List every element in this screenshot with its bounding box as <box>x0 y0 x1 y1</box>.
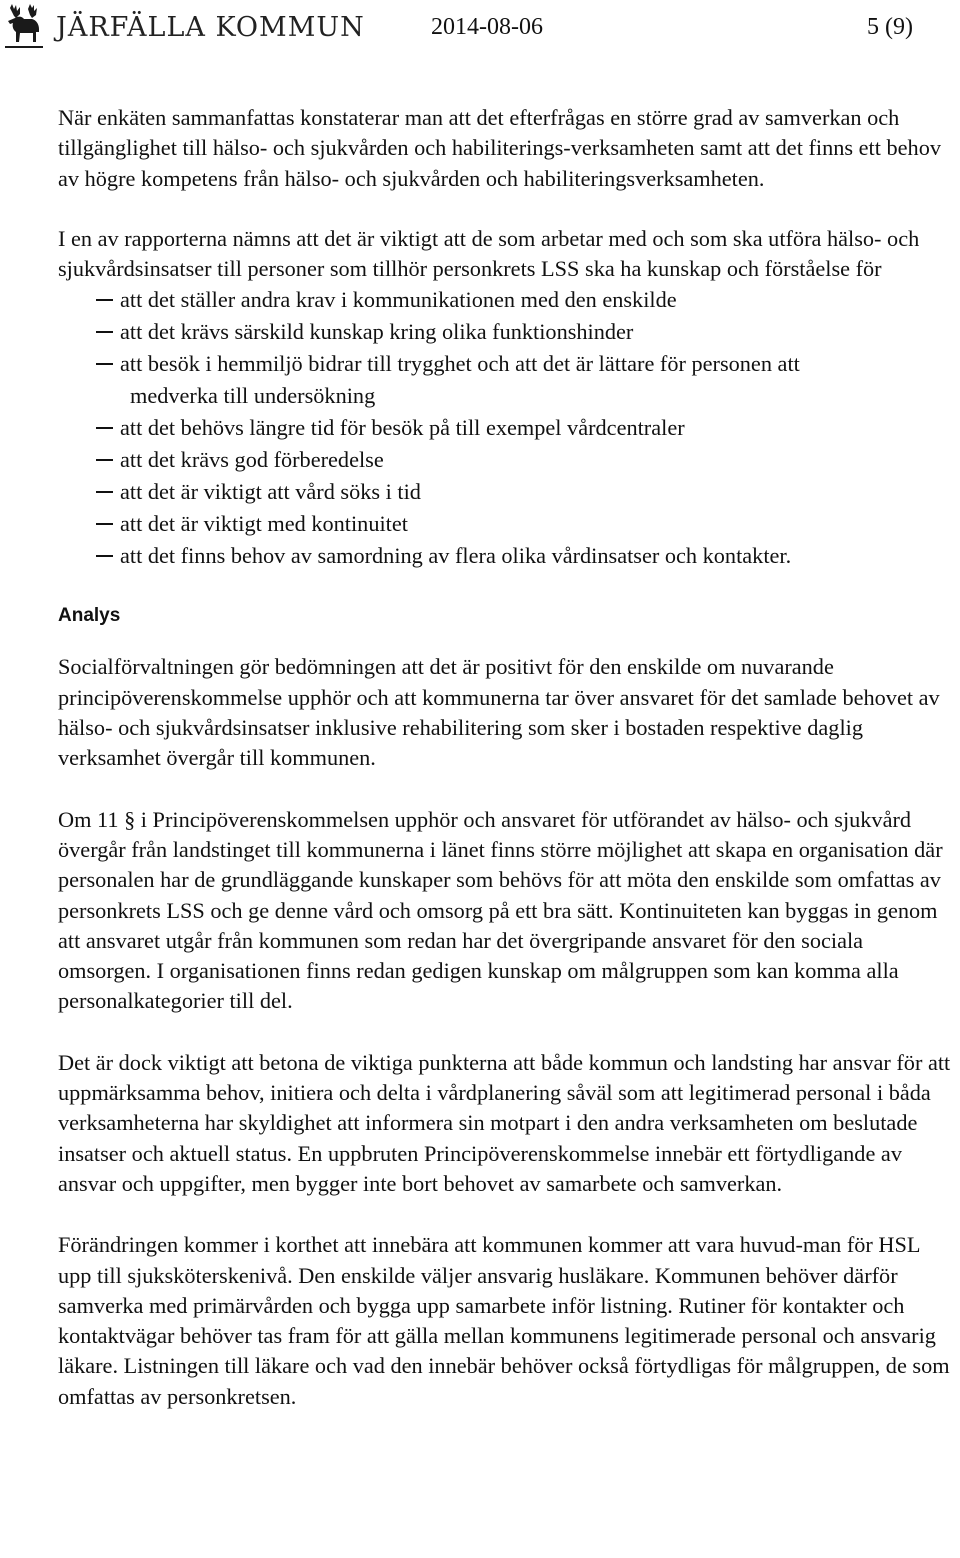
list-item <box>58 540 958 572</box>
list-item-text: att det krävs god förberedelse <box>120 447 384 473</box>
dash-bullet <box>96 331 113 333</box>
report-paragraph: I en av rapporterna nämns att det är viktigt att de som arbetar med och som ska utföra hälso- och sjukvårdsinsatser till personer som tillhör personkrets LSS ska ha kunskap och förståelse för <box>58 225 920 282</box>
dash-bullet <box>96 427 113 429</box>
document-body <box>58 103 958 1443</box>
analysis-paragraph: Förändringen kommer i korthet att innebära att kommunen kommer att vara huvud-man för HSL upp till sjuksköterskenivå. Den enskilde väljer ansvarig husläkare. Kommunen behöver därför samverka med primärvården och bygga upp samarbete inför listning. Rutiner för kontakter och kontaktvägar behöver tas fram för att gälla mellan kommunens legitimerade personal och ansvarig läkare. Listningen till läkare och vad den innebär behöver också förtydligas för målgruppen, de som omfattas av personkretsen. <box>58 1232 950 1409</box>
list-item-text: att besök i hemmiljö bidrar till trygghet och att det är lättare för personen att <box>120 351 800 377</box>
list-item <box>58 316 958 348</box>
intro-paragraph: När enkäten sammanfattas konstaterar man att det efterfrågas en större grad av samverkan och tillgänglighet till hälso- och sjukvården och habiliterings-verksamheten samt att det finns ett behov av högre kompetens från hälso- och sjukvården och habiliteringsverksamheten. <box>58 105 941 191</box>
dash-bullet <box>96 363 113 365</box>
analysis-paragraph: Socialförvaltningen gör bedömningen att det är positivt för den enskilde om nuvarande principöverenskommelse upphör och att kommunerna tar över ansvaret för det samlade behovet av hälso- och sjukvårdsinsatser inklusive rehabilitering som sker i bostaden respektive daglig verksamhet övergår till kommunen. <box>58 654 940 771</box>
list-item-text: att det är viktigt med kontinuitet <box>120 511 408 537</box>
list-item <box>58 284 958 316</box>
analysis-paragraph: Om 11 § i Principöverenskommelsen upphör och ansvaret för utförandet av hälso- och sjukvård övergår från landstinget till kommunerna i länet finns större möjlighet att skapa en organisation där personalen har de grundläggande kunskaper som behövs för att möta den enskilde som omfattas av personkrets LSS och ge denne vård och omsorg på ett bra sätt. Kontinuiteten kan byggas in genom att ansvaret utgår från kommunen som redan har det övergripande ansvaret för den sociala omsorgen. I organisationen finns redan gedigen kunskap om målgruppen som kan komma alla personalkategorier till del. <box>58 806 943 1014</box>
list-item <box>58 508 958 540</box>
dash-list <box>58 284 958 572</box>
analysis-paragraph: Det är dock viktigt att betona de viktiga punkterna att både kommun och landsting har ansvar för att uppmärksamma behov, initiera och delta i vårdplanering såväl som att legitimerad personal i båda verksamheterna har skyldighet att informera sin motpart i den andra verksamheten om beslutade insatser och aktuell status. En uppbruten Principöverenskommelse innebär ett förtydligande av ansvar och uppgifter, men bygger inte bort behovet av samarbete och samverkan. <box>58 1049 951 1196</box>
municipality-name: JÄRFÄLLA KOMMUN <box>56 12 365 43</box>
document-date: 2014-08-06 <box>431 14 543 40</box>
list-item <box>58 412 958 444</box>
list-item <box>58 476 958 508</box>
list-item-text: att det är viktigt att vård söks i tid <box>120 479 421 505</box>
dash-bullet <box>96 299 113 301</box>
list-item-text: att det finns behov av samordning av flera olika vårdinsatser och kontakter. <box>120 543 792 569</box>
dash-bullet <box>96 555 113 557</box>
section-heading: Analys <box>58 605 121 627</box>
dash-bullet <box>96 459 113 461</box>
list-item <box>58 444 958 476</box>
page-number: 5 (9) <box>867 14 913 40</box>
reindeer-crest-icon <box>2 2 46 50</box>
list-item-text: att det krävs särskild kunskap kring olika funktionshinder <box>120 319 634 345</box>
page-header <box>0 0 960 60</box>
list-item-text: att det behövs längre tid för besök på till exempel vårdcentraler <box>120 415 685 441</box>
list-item <box>58 348 958 412</box>
dash-bullet <box>96 523 113 525</box>
dash-bullet <box>96 491 113 493</box>
list-item-continuation: medverka till undersökning <box>130 383 376 409</box>
list-item-text: att det ställer andra krav i kommunikationen med den enskilde <box>120 287 677 313</box>
